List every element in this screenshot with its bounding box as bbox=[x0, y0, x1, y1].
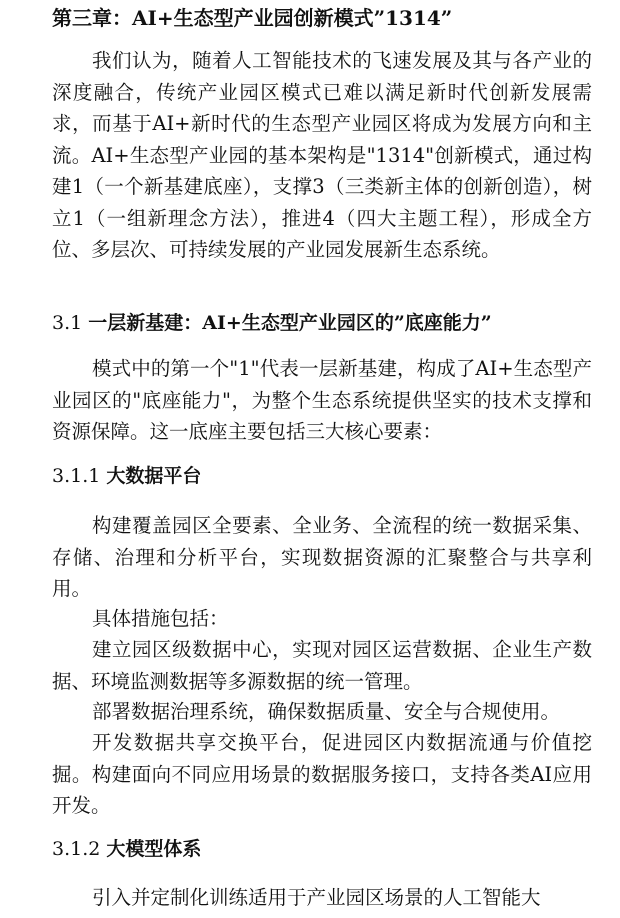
section-3-1-2-title: 大模型体系 bbox=[106, 838, 202, 860]
measures-label: 具体措施包括： bbox=[92, 607, 229, 630]
section-3-1-number: 3.1 bbox=[52, 312, 83, 334]
section-3-1-title: 一层新基建：AI+生态型产业园区的”底座能力” bbox=[88, 312, 492, 334]
section-3-1-1-heading bbox=[52, 461, 201, 491]
section-3-1-paragraph: 模式中的第一个"1"代表一层新基建，构成了AI+生态型产业园区的"底座能力"，为整个生态系统提供坚实的技术支撑和资源保障。这一底座主要包括三大核心要素： bbox=[52, 357, 592, 443]
section-3-1-2-number: 3.1.2 bbox=[52, 838, 101, 860]
chapter-title: 第三章：AI+生态型产业园创新模式”1314” bbox=[52, 6, 453, 30]
section-3-1-heading bbox=[52, 308, 492, 338]
intro-paragraph: 我们认为，随着人工智能技术的飞速发展及其与各产业的深度融合，传统产业园区模式已难以满足新时代创新发展需求，而基于AI+新时代的生态型产业园区将成为发展方向和主流。AI+生态型产业园的基本架构是"1314"创新模式，通过构建1（一个新基建底座），支撑3（三类新主体的创新创造），树立1（一组新理念方法），推进4（四大主题工程），形成全方位、多层次、可持续发展的产业园发展新生态系统。 bbox=[52, 49, 592, 261]
measure-item-3: 开发数据共享交换平台，促进园区内数据流通与价值挖掘。构建面向不同应用场景的数据服务接口，支持各类AI应用开发。 bbox=[52, 731, 592, 817]
measure-item-2: 部署数据治理系统，确保数据质量、安全与合规使用。 bbox=[92, 700, 561, 723]
measure-item-1: 建立园区级数据中心，实现对园区运营数据、企业生产数据、环境监测数据等多源数据的统一管理。 bbox=[52, 638, 592, 693]
section-3-1-2-paragraph: 引入并定制化训练适用于产业园区场景的人工智能大 bbox=[92, 886, 541, 909]
section-3-1-1-paragraph: 构建覆盖园区全要素、全业务、全流程的统一数据采集、存储、治理和分析平台，实现数据资源的汇聚整合与共享利用。 bbox=[52, 514, 592, 600]
section-3-1-1-title: 大数据平台 bbox=[106, 465, 202, 487]
section-3-1-1-number: 3.1.1 bbox=[52, 465, 101, 487]
section-3-1-2-heading bbox=[52, 834, 201, 864]
